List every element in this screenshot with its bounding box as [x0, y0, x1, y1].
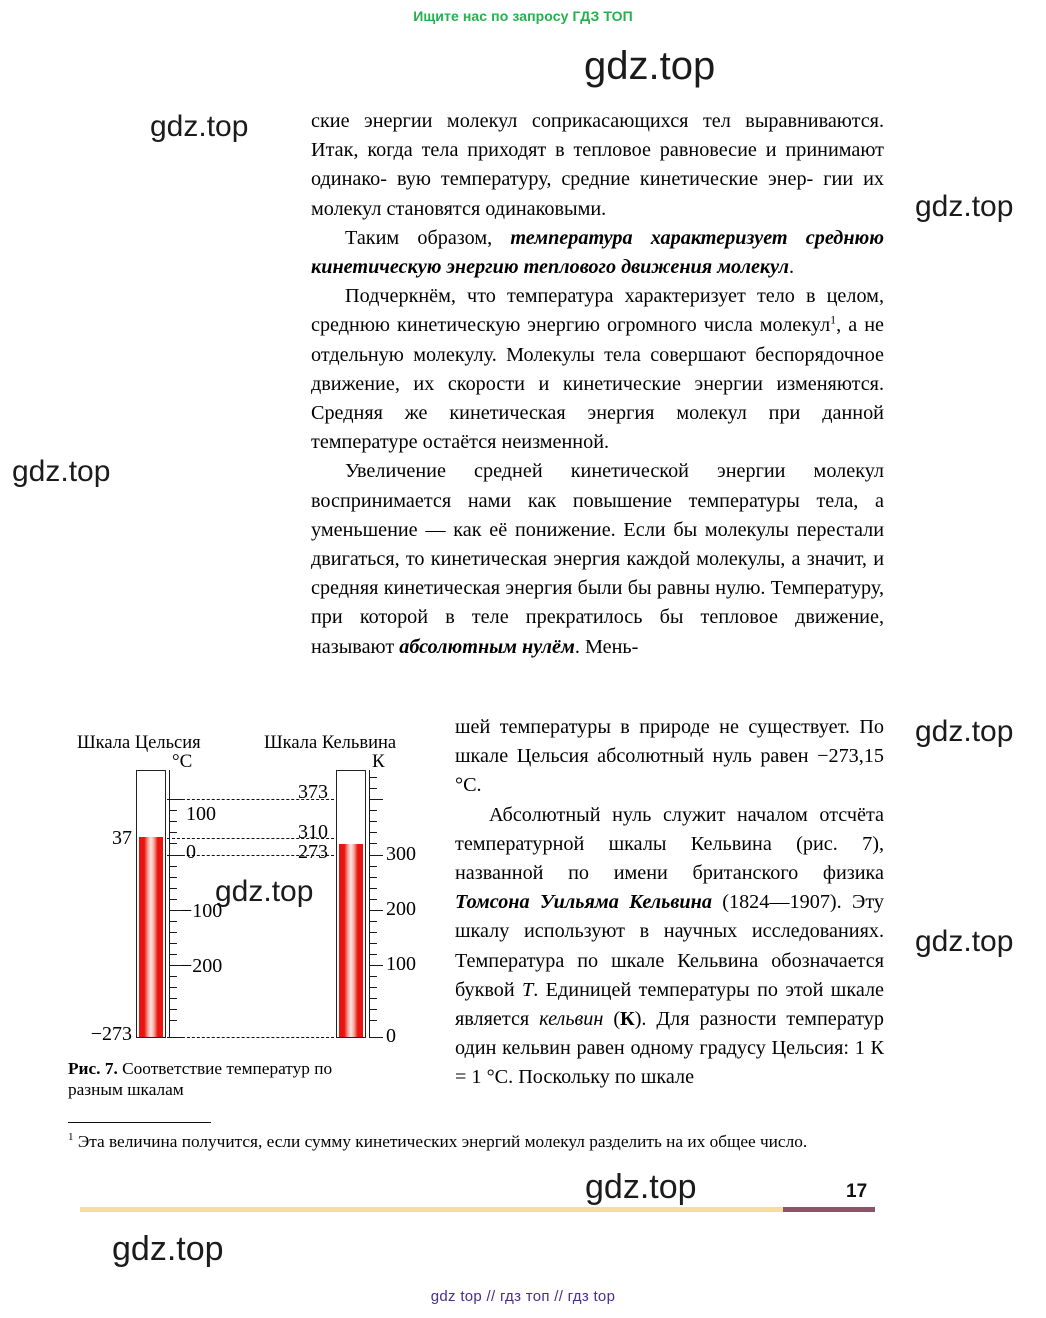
- footer-rule: [80, 1207, 805, 1212]
- thermometer-celsius-mercury: [139, 837, 164, 1037]
- text-run: выравниваются. Итак, когда тела приходят: [311, 110, 884, 162]
- kelvin-label-310: 310: [298, 821, 328, 843]
- celsius-label-0: 0: [186, 841, 196, 863]
- footnote-separator: [68, 1122, 211, 1123]
- figure-caption: [68, 1058, 388, 1100]
- tick-major: [169, 799, 183, 800]
- footnote-reference: 1: [830, 312, 837, 327]
- tick-minor: [169, 998, 177, 999]
- page-number: 17: [846, 1181, 868, 1202]
- emphasis-definition: температура характеризует среднюю кинетическую энергию теплового движения молекул: [311, 226, 884, 279]
- paragraph-absolute-zero-continued: [455, 713, 884, 801]
- tick-major: [369, 965, 383, 966]
- tick-minor: [369, 888, 377, 889]
- text-run: Абсолютный нуль служит началом отсчёта температурной шкалы Кельвина (рис. 7), названной по имени британского физика: [455, 803, 884, 885]
- tick-minor: [169, 954, 177, 955]
- tick-minor: [169, 888, 177, 889]
- paragraph-continuation: [311, 107, 884, 224]
- kelvin-label-0: 0: [386, 1025, 396, 1047]
- watermark-gdz-top: gdz.top: [112, 1230, 224, 1268]
- celsius-label-m273: −273: [90, 1023, 132, 1045]
- tick-minor: [369, 954, 377, 955]
- watermark-gdz-top: gdz.top: [215, 875, 314, 908]
- figure-title-celsius: Шкала Цельсия: [77, 733, 201, 753]
- tick-minor: [369, 777, 377, 778]
- watermark-gdz-top: gdz.top: [12, 455, 111, 488]
- text-run: ). Для разности температур один кельвин равен одному градусу Цельсия: 1 К = 1 °C. Поскольку по шкале: [455, 1008, 884, 1089]
- celsius-label-100: 100: [186, 803, 216, 825]
- tick-minor: [369, 1020, 377, 1021]
- dashed-line-273-0: [167, 1037, 339, 1038]
- thermometer-celsius-tube: [136, 770, 166, 1038]
- tick-minor: [169, 877, 177, 878]
- footnote-marker: 1: [68, 1131, 74, 1144]
- text-run: Таким образом,: [345, 226, 511, 249]
- watermark-gdz-top: gdz.top: [584, 44, 716, 88]
- watermark-gdz-top: gdz.top: [915, 925, 1014, 958]
- tick-minor: [169, 987, 177, 988]
- tick-minor: [169, 821, 177, 822]
- kelvin-label-200: 200: [386, 898, 416, 920]
- watermark-gdz-top: gdz.top: [585, 1168, 697, 1206]
- emphasis-scientist-name: Томсона Уильяма Кельвина: [455, 891, 712, 914]
- celsius-label-m200: −200: [181, 955, 223, 977]
- text-run: (: [603, 1008, 621, 1031]
- tick-minor: [369, 843, 377, 844]
- footnote: [68, 1131, 886, 1153]
- tick-minor: [369, 932, 377, 933]
- celsius-label-m100: −100: [181, 900, 223, 922]
- tick-minor: [369, 1009, 377, 1010]
- text-run: .: [788, 256, 794, 279]
- kelvin-label-373: 373: [298, 781, 328, 803]
- text-run: , а не отдельную молекулу. Молекулы тела совершают беспорядочное движение, их скорости и кинетические энергии изменяются. Средняя же кинетическая энергия молекул при данной температуре остаётся неизменной.: [311, 314, 884, 454]
- tick-minor: [369, 998, 377, 999]
- watermark-gdz-top: gdz.top: [150, 110, 249, 143]
- tick-minor: [369, 832, 377, 833]
- text-run: Увеличение средней кинетической энергии молекул воспринимается нами как повышение температуры тела, а уменьшение — как её понижение. Если бы молекулы перестали двигаться, то кинетическая энергия каждой молекулы, а значит, и средняя кинетическая энергия были бы равны нулю. Температуру, при которой в теле прекратилось бы тепловое движение, называют: [311, 460, 884, 658]
- text-run: вую температуру, средние кинетические энер-: [396, 168, 814, 191]
- text-run: гии их молекул становятся одинаковыми.: [311, 168, 885, 220]
- text-run: (1824—1907). Эту шкалу используют в научных исследованиях. Температура по шкале Кельвина обозначается буквой: [455, 891, 885, 1001]
- promo-banner: Ищите нас по запросу ГДЗ ТОП: [413, 8, 633, 24]
- unit-label-celsius: °C: [172, 751, 193, 772]
- unit-label-kelvin: К: [372, 751, 385, 772]
- figure-caption-number: Рис. 7.: [68, 1059, 118, 1078]
- figure-title-kelvin: Шкала Кельвина: [264, 733, 397, 753]
- tick-minor: [369, 788, 377, 789]
- tick-major: [369, 855, 383, 856]
- celsius-label-37: 37: [112, 827, 132, 849]
- tick-major: [169, 1037, 183, 1038]
- body-text-column: [311, 107, 884, 662]
- symbol-temperature-t: T: [522, 978, 534, 1001]
- emphasis-kelvin-unit: кельвин: [539, 1008, 604, 1031]
- tick-minor: [169, 899, 177, 900]
- text-run: . Мень-: [574, 635, 639, 658]
- kelvin-label-100: 100: [386, 953, 416, 975]
- tick-minor: [169, 810, 177, 811]
- text-run: . Единицей температуры по этой шкале является: [455, 978, 884, 1031]
- tick-minor: [169, 943, 177, 944]
- tick-minor: [369, 821, 377, 822]
- body-text-column-narrow: [455, 713, 884, 1093]
- tick-major: [369, 799, 383, 800]
- tick-minor: [369, 866, 377, 867]
- emphasis-absolute-zero: абсолютным нулём: [399, 635, 575, 658]
- figure-caption-text: Соответствие температур по разным шкалам: [68, 1059, 333, 1099]
- text-run: Подчеркнём, что температура характеризует тело в целом, среднюю кинетическую энергию огромного числа молекул: [311, 285, 884, 337]
- tick-minor: [369, 987, 377, 988]
- text-run: шей температуры в природе не существует. По шкале Цельсия абсолютный нуль равен −273,15 °C.: [455, 716, 884, 797]
- tick-minor: [369, 943, 377, 944]
- footer-rule-accent: [783, 1207, 875, 1212]
- tick-minor: [169, 843, 177, 844]
- tick-major: [169, 855, 183, 856]
- paragraph-kelvin-scale: [455, 801, 884, 1093]
- tick-minor: [169, 1020, 177, 1021]
- kelvin-label-273: 273: [298, 841, 328, 863]
- watermark-gdz-top: gdz.top: [915, 190, 1014, 223]
- watermark-gdz-top: gdz.top: [915, 715, 1014, 748]
- tick-minor: [369, 810, 377, 811]
- kelvin-label-300: 300: [386, 843, 416, 865]
- figure-7-thermometer-scales: [68, 733, 428, 1053]
- thermometer-kelvin-mercury: [339, 844, 364, 1037]
- footnote-text: Эта величина получится, если сумму кинетических энергий молекул разделить на их общее число.: [73, 1132, 808, 1151]
- tick-minor: [169, 1009, 177, 1010]
- text-run: ские энергии молекул соприкасающихся тел: [311, 110, 731, 132]
- thermometer-kelvin-tube: [336, 770, 366, 1038]
- tick-minor: [169, 921, 177, 922]
- tick-minor: [169, 832, 177, 833]
- tick-major: [369, 910, 383, 911]
- symbol-kelvin-abbrev: К: [620, 1008, 635, 1031]
- tick-minor: [169, 976, 177, 977]
- text-run: в тепловое равновесие и принимают одинако-: [311, 139, 884, 191]
- watermark-footer-line: gdz top // гдз топ // гдз top: [430, 1288, 616, 1305]
- tick-minor: [369, 976, 377, 977]
- tick-minor: [369, 899, 377, 900]
- tick-minor: [369, 921, 377, 922]
- tick-major: [369, 1037, 383, 1038]
- paragraph-emphasis: [311, 282, 884, 457]
- paragraph-definition: [311, 224, 884, 282]
- tick-minor: [369, 877, 377, 878]
- tick-minor: [169, 866, 177, 867]
- paragraph-absolute-zero: [311, 457, 884, 661]
- tick-minor: [169, 932, 177, 933]
